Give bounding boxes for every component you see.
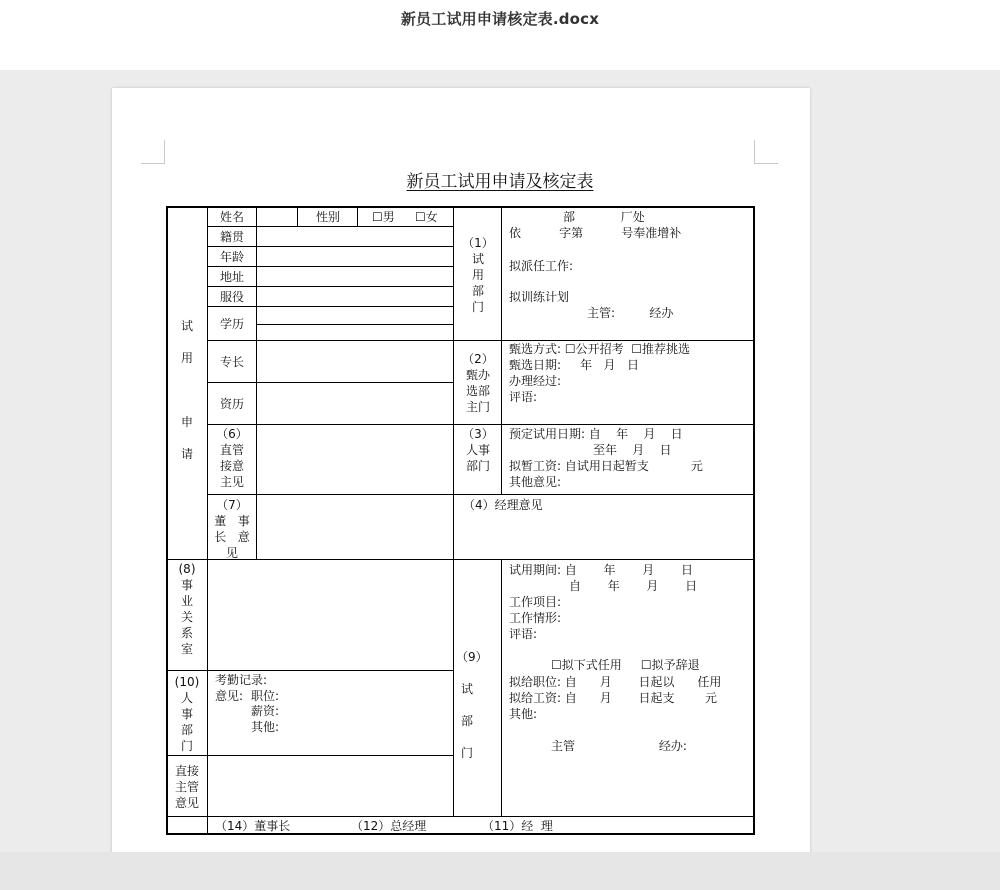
opinion-label: 意见: (215, 689, 244, 703)
s1-line2: 依 字第 号奉准增补 (509, 226, 682, 240)
other-label: 其他: (251, 720, 280, 734)
hr-department-label: （3） 人事 部门 (462, 427, 494, 473)
title-bar (0, 0, 1000, 70)
s9-line10: 主管 经办: (551, 739, 687, 753)
grid-line (207, 266, 453, 267)
grid-line (207, 494, 754, 495)
female-checkbox[interactable]: ☐女 (415, 210, 438, 224)
trial-application-label: 试 用 申 请 (180, 319, 193, 461)
education-label: 学历 (220, 317, 245, 331)
salary-label: 薪资: (251, 704, 280, 718)
s9-line2: 自 年 月 日 (569, 579, 698, 593)
attendance-record-label: 考勤记录: (215, 673, 268, 687)
experience-label: 资历 (220, 397, 245, 411)
s2-line2: 甄选日期: 年 月 日 (509, 358, 640, 372)
grid-line (357, 207, 358, 226)
grid-line (166, 670, 453, 671)
s9-line9: 其他: (509, 707, 538, 721)
s9-line8: 拟给工资: 自 月 日起支 元 (509, 691, 717, 705)
grid-line (207, 340, 754, 341)
selection-department-label: （2） 甄办 选部 主门 (462, 352, 494, 414)
margin-corner-top-right (754, 140, 778, 164)
s9-line3: 工作项目: (509, 595, 562, 609)
military-label: 服役 (220, 290, 245, 304)
s3-line3: 拟暂工资: 自试用日起暂支 元 (509, 459, 703, 473)
grid-line (207, 207, 208, 559)
manager-signature-label: （11）经 理 (482, 819, 553, 833)
bottom-strip (0, 852, 1000, 890)
address-label: 地址 (220, 270, 245, 284)
grid-line (256, 207, 257, 559)
grid-line (207, 226, 453, 227)
direct-supervisor-opinion-label: （6） 直管 接意 主见 (216, 427, 248, 489)
chairman-signature-label: （14）董事长 (215, 819, 291, 833)
s3-line2: 至年 月 日 (593, 443, 672, 457)
grid-line (207, 424, 754, 425)
grid-line (453, 207, 454, 816)
document-filename: 新员工试用申请核定表.docx (400, 10, 600, 28)
male-checkbox[interactable]: ☐男 (372, 210, 395, 224)
trial-dept-9-label: （9） 试 部 门 (456, 650, 488, 760)
s1-line5: 主管: 经办 (587, 306, 674, 320)
direct-supervisor-label: 直接 主管 意见 (174, 764, 199, 810)
business-relations-office-label: (8) 事 业 关 系 室 (178, 562, 196, 656)
grid-line (207, 306, 453, 307)
specialty-label: 专长 (220, 355, 245, 369)
grid-line (207, 559, 208, 835)
margin-corner-top-left (141, 140, 165, 164)
s1-line4: 拟训练计划 (509, 290, 570, 304)
s2-line4: 评语: (509, 390, 538, 404)
grid-line (166, 816, 755, 817)
hr-department-10-label: (10) 人 事 部 门 (174, 675, 200, 753)
grid-line (207, 246, 453, 247)
form-title: 新员工试用申请及核定表 (406, 172, 594, 192)
s9-line7: 拟给职位: 自 月 日起以 任用 (509, 675, 722, 689)
grid-line (207, 286, 453, 287)
gender-label: 性别 (316, 210, 341, 224)
s1-line3: 拟派任工作: (509, 259, 574, 273)
s9-line4: 工作情形: (509, 611, 562, 625)
position-label: 职位: (251, 689, 280, 703)
chairman-opinion-label: （7） 董 事 长 意 见 (214, 498, 250, 560)
name-label: 姓名 (220, 210, 245, 224)
general-manager-signature-label: （12）总经理 (351, 819, 427, 833)
grid-line (207, 382, 453, 383)
grid-line (297, 207, 298, 226)
s9-line5: 评语: (509, 627, 538, 641)
s2-line3: 办理经过: (509, 374, 562, 388)
trial-department-label: （1） 试 用 部 门 (462, 236, 494, 314)
s3-line4: 其他意见: (509, 475, 562, 489)
s3-line1: 预定试用日期: 自 年 月 日 (509, 427, 683, 441)
native-place-label: 籍贯 (220, 230, 245, 244)
grid-line (256, 324, 453, 325)
grid-line (501, 207, 502, 495)
age-label: 年龄 (220, 250, 245, 264)
grid-line (166, 559, 755, 560)
s1-line1: 部 厂处 (563, 210, 645, 224)
s9-line1: 试用期间: 自 年 月 日 (509, 563, 693, 577)
s9-line6: ☐拟下式任用 ☐拟予辞退 (551, 658, 700, 672)
grid-line (501, 559, 502, 816)
manager-opinion-label: （4）经理意见 (463, 498, 543, 512)
grid-line (166, 755, 453, 756)
s2-line1: 甄选方式: ☐公开招考 ☐推荐挑选 (509, 342, 691, 356)
